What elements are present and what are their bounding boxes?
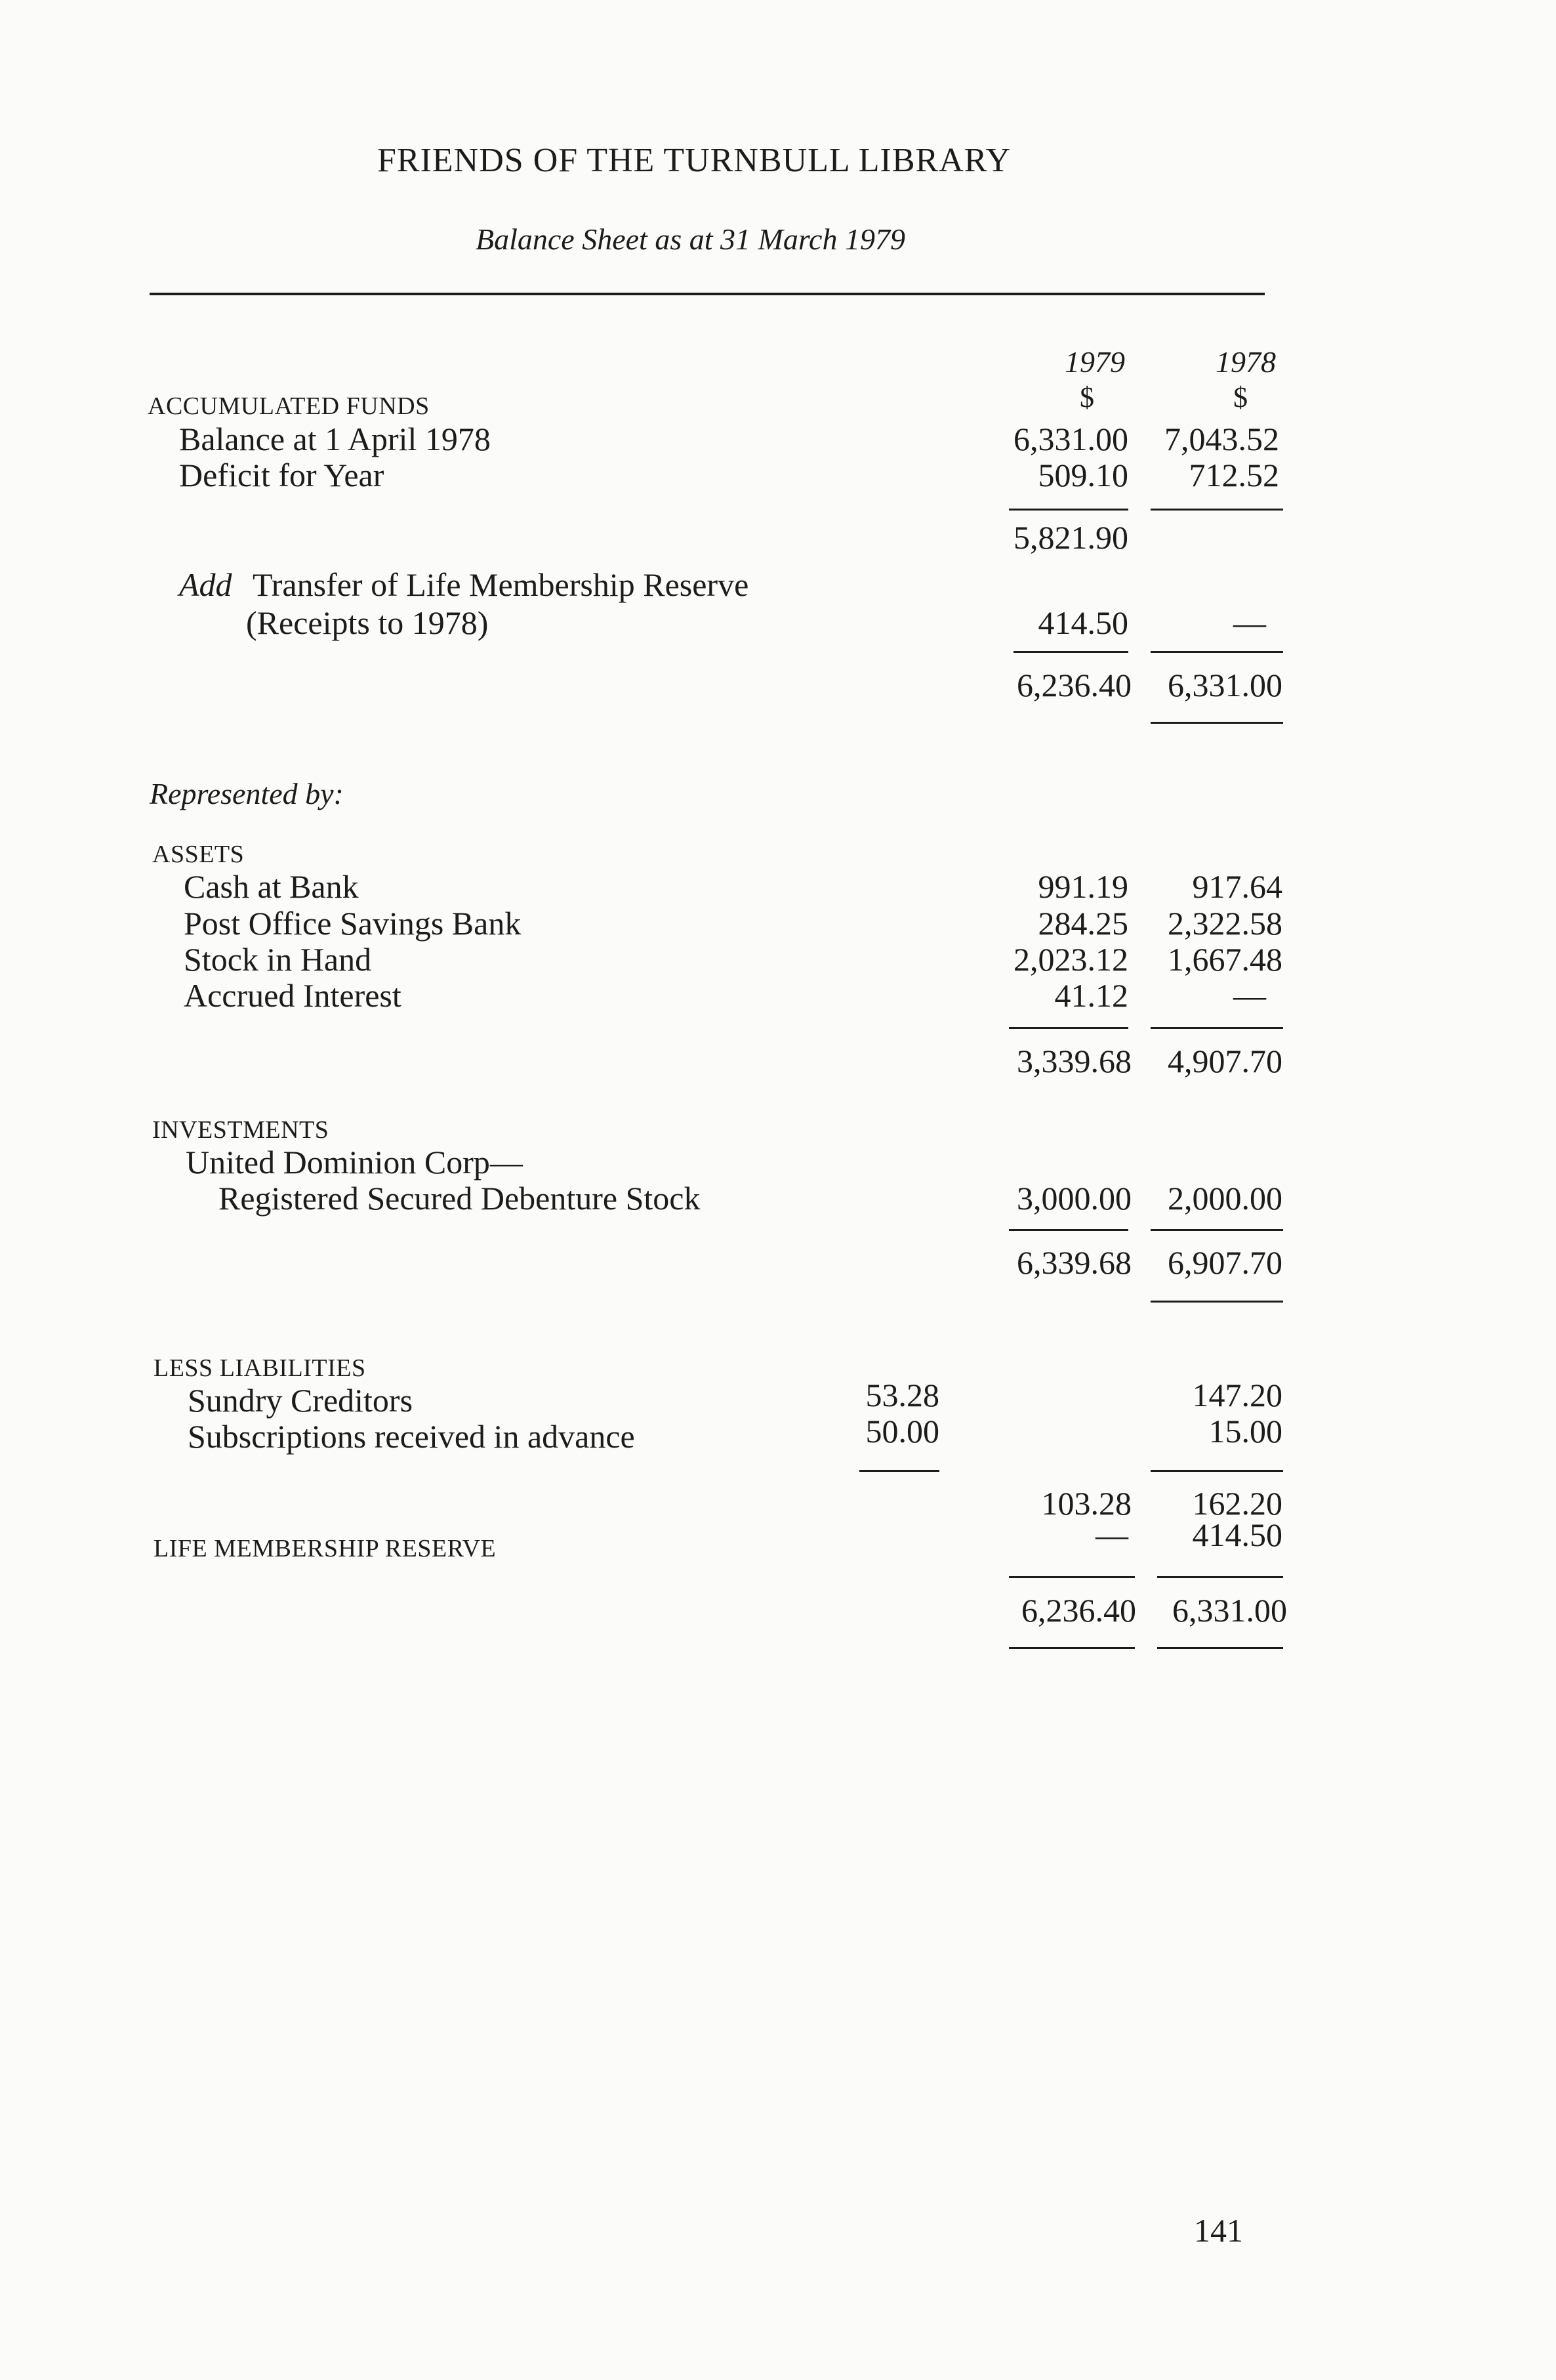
rule-investments-1979 [1009, 1229, 1128, 1231]
life-reserve-1978: 414.50 [1192, 1516, 1282, 1553]
investments-1978: 2,000.00 [1168, 1180, 1282, 1217]
asset-1978: 1,667.48 [1168, 941, 1282, 978]
funds-transfer-label: Transfer of Life Membership Reserve [253, 566, 749, 603]
funds-deficit-label: Deficit for Year [179, 457, 384, 493]
rule-investments-total-1978 [1151, 1301, 1283, 1303]
column-year-1978: 1978 [1216, 345, 1276, 379]
rule-reserve-1979 [1009, 1576, 1135, 1578]
rule-assets-1978 [1151, 1027, 1283, 1029]
asset-label: Cash at Bank [184, 868, 359, 905]
asset-1978: 2,322.58 [1168, 905, 1282, 942]
rule-investments-1978 [1151, 1229, 1283, 1231]
rule-transfer-1978 [1151, 651, 1283, 653]
asset-1979: 284.25 [1038, 905, 1128, 942]
life-reserve-1979: — [1095, 1516, 1128, 1553]
asset-1979: 2,023.12 [1013, 941, 1128, 978]
funds-balance-label: Balance at 1 April 1978 [179, 421, 491, 457]
liabilities-heading: LESS LIABILITIES [154, 1354, 366, 1382]
asset-1978: 917.64 [1192, 868, 1282, 905]
rule-grand-total-1978 [1157, 1647, 1283, 1649]
liability-1978: 15.00 [1208, 1413, 1282, 1450]
funds-balance-1978: 7,043.52 [1164, 421, 1279, 457]
rule-reserve-1978 [1157, 1576, 1283, 1578]
asset-label: Accrued Interest [184, 977, 401, 1014]
column-unit-1979: $ [1080, 381, 1094, 413]
investments-total-1979: 6,339.68 [1017, 1244, 1132, 1281]
document-subtitle: Balance Sheet as at 31 March 1979 [476, 222, 905, 256]
life-reserve-heading: LIFE MEMBERSHIP RESERVE [154, 1535, 497, 1562]
asset-label: Stock in Hand [184, 941, 372, 978]
liabilities-total-1978: 162.20 [1192, 1485, 1282, 1522]
funds-add-word: Add [179, 566, 232, 603]
header-rule [150, 293, 1265, 295]
assets-heading: ASSETS [152, 841, 245, 868]
funds-total-1978: 6,331.00 [1168, 667, 1282, 703]
investments-line2: Registered Secured Debenture Stock [218, 1180, 701, 1217]
rule-grand-total-1979 [1009, 1647, 1135, 1649]
investments-line1: United Dominion Corp— [186, 1144, 523, 1180]
liabilities-total-1979: 103.28 [1041, 1485, 1132, 1522]
rule-transfer-1979 [1013, 651, 1128, 653]
rule-funds-total-1978 [1151, 722, 1283, 724]
asset-1979: 41.12 [1054, 977, 1128, 1014]
represented-by: Represented by: [150, 777, 344, 810]
document-title: FRIENDS OF THE TURNBULL LIBRARY [377, 142, 1012, 179]
funds-subtotal-1979: 5,821.90 [1013, 519, 1128, 556]
investments-total-1978: 6,907.70 [1168, 1244, 1282, 1281]
liability-inner-1979: 50.00 [865, 1413, 939, 1450]
asset-1978: — [1233, 977, 1266, 1014]
funds-deficit-1979: 509.10 [1038, 457, 1128, 493]
rule-funds-1978 [1151, 509, 1283, 511]
funds-balance-1979: 6,331.00 [1013, 421, 1128, 457]
asset-1979: 991.19 [1038, 868, 1128, 905]
funds-transfer-sub: (Receipts to 1978) [246, 604, 489, 641]
funds-transfer-1979: 414.50 [1038, 604, 1128, 641]
funds-total-1979: 6,236.40 [1017, 667, 1132, 703]
grand-total-1978: 6,331.00 [1172, 1592, 1287, 1629]
funds-deficit-1978: 712.52 [1189, 457, 1279, 493]
liability-inner-1979: 53.28 [865, 1377, 939, 1413]
assets-total-1978: 4,907.70 [1168, 1043, 1282, 1079]
column-year-1979: 1979 [1065, 345, 1125, 379]
rule-liabilities-inner [859, 1470, 939, 1472]
investments-1979: 3,000.00 [1017, 1180, 1132, 1217]
rule-assets-1979 [1009, 1027, 1128, 1029]
asset-label: Post Office Savings Bank [184, 905, 522, 942]
page-number: 141 [1194, 2212, 1243, 2249]
assets-total-1979: 3,339.68 [1017, 1043, 1132, 1079]
funds-transfer-1978: — [1233, 604, 1266, 641]
liability-label: Subscriptions received in advance [188, 1418, 635, 1455]
grand-total-1979: 6,236.40 [1021, 1592, 1136, 1629]
column-unit-1978: $ [1233, 381, 1248, 413]
rule-liabilities-1978 [1151, 1470, 1283, 1472]
liability-1978: 147.20 [1192, 1377, 1282, 1413]
liability-label: Sundry Creditors [188, 1382, 413, 1419]
investments-heading: INVESTMENTS [152, 1116, 329, 1144]
funds-heading: ACCUMULATED FUNDS [148, 392, 430, 420]
rule-funds-1979 [1009, 509, 1128, 511]
